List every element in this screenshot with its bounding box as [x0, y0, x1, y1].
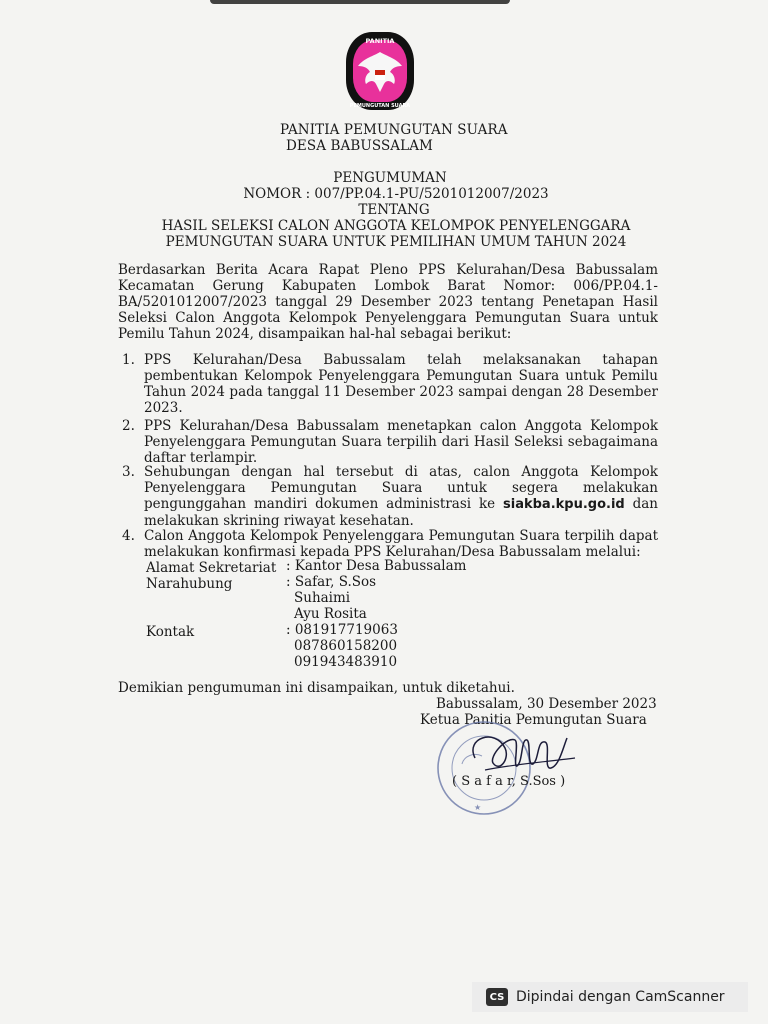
closing-text: Demikian pengumuman ini disampaikan, untuk diketahui.: [118, 680, 515, 696]
list-item-text: PPS Kelurahan/Desa Babussalam menetapkan calon Anggota Kelompok Penyelenggara Pemungutan Suara terpilih dari Hasil Seleksi sebagaimana daftar terlampir.: [144, 418, 658, 466]
narahubung-value: Ayu Rosita: [294, 606, 367, 622]
list-item-text: PPS Kelurahan/Desa Babussalam telah melaksanakan tahapan pembentukan Kelompok Penyelenggara Pemungutan Suara untuk Pemilu Tahun 2024 pada tanggal 11 Desember 2023 sampai dengan 28 Desember 2023.: [144, 352, 658, 416]
narahubung-label: Narahubung: [146, 576, 233, 592]
scan-shadow: [210, 0, 510, 4]
list-item-number: 2.: [122, 418, 135, 434]
list-item-number: 3.: [122, 464, 135, 480]
kontak-value: 087860158200: [294, 638, 398, 654]
narahubung-value: Suhaimi: [294, 590, 351, 606]
alamat-label: Alamat Sekretariat: [146, 560, 277, 576]
siakba-link[interactable]: siakba.kpu.go.id: [503, 497, 625, 512]
narahubung-value: : Safar, S.Sos: [286, 574, 377, 590]
svg-text:★: ★: [474, 803, 482, 812]
signature-name: ( S a f a r, S.Sos ): [452, 774, 566, 789]
header-line1: PANITIA PEMUNGUTAN SUARA: [280, 122, 508, 138]
kontak-value: 091943483910: [294, 654, 398, 670]
intro-paragraph: Berdasarkan Berita Acara Rapat Pleno PPS Kelurahan/Desa Babussalam Kecamatan Gerung Kabupaten Lombok Barat Nomor: 006/PP.04.1-BA/5201012007/2023 tanggal 29 Desember 2023 tentang Penetapan Hasil Seleksi Calon Anggota Kelompok Penyelenggara Pemungutan Suara untuk Pemilu Tahun 2024, disampaikan hal-hal sebagai berikut:: [118, 262, 658, 342]
garuda-emblem-icon: [344, 30, 416, 112]
alamat-value: : Kantor Desa Babussalam: [286, 558, 467, 574]
announcement-heading: PENGUMUMAN: [333, 170, 447, 186]
list-item: [118, 528, 658, 560]
list-item-number: 4.: [122, 528, 135, 544]
list-item: [118, 352, 658, 416]
list-item-text: Calon Anggota Kelompok Penyelenggara Pemungutan Suara terpilih dapat melakukan konfirmasi kepada PPS Kelurahan/Desa Babussalam melalui:: [144, 528, 658, 560]
signature-place-date: Babussalam, 30 Desember 2023: [436, 696, 657, 712]
logo-top-text: PANITIA: [365, 37, 395, 45]
announcement-subject-2: PEMUNGUTAN SUARA UNTUK PEMILIHAN UMUM TAHUN 2024: [165, 234, 627, 250]
announcement-number: NOMOR : 007/PP.04.1-PU/5201012007/2023: [243, 186, 549, 202]
list-item-text-after: dan melakukan skrining riwayat kesehatan.: [144, 496, 658, 529]
kontak-value: : 081917719063: [286, 622, 398, 638]
logo-bottom-text: PEMUNGUTAN SUARA: [349, 103, 411, 109]
list-item: [118, 418, 658, 466]
camscanner-label: Dipindai dengan CamScanner: [516, 989, 725, 1005]
kontak-label: Kontak: [146, 624, 195, 640]
list-item-number: 1.: [122, 352, 135, 368]
list-item-text-before: Sehubungan dengan hal tersebut di atas, calon Anggota Kelompok Penyelenggara Pemungutan Suara untuk segera melakukan pengunggahan mandiri dokumen administrasi ke: [144, 464, 658, 512]
signature-position: Ketua Panitia Pemungutan Suara: [420, 712, 647, 728]
announcement-subject-1: HASIL SELEKSI CALON ANGGOTA KELOMPOK PENYELENGGARA: [161, 218, 631, 234]
list-item: [118, 464, 658, 529]
camscanner-icon: CS: [486, 988, 508, 1006]
header-line2: DESA BABUSSALAM: [286, 138, 433, 154]
list-item-text: [144, 464, 658, 529]
camscanner-watermark: [472, 982, 748, 1012]
announcement-tentang: TENTANG: [358, 202, 430, 218]
